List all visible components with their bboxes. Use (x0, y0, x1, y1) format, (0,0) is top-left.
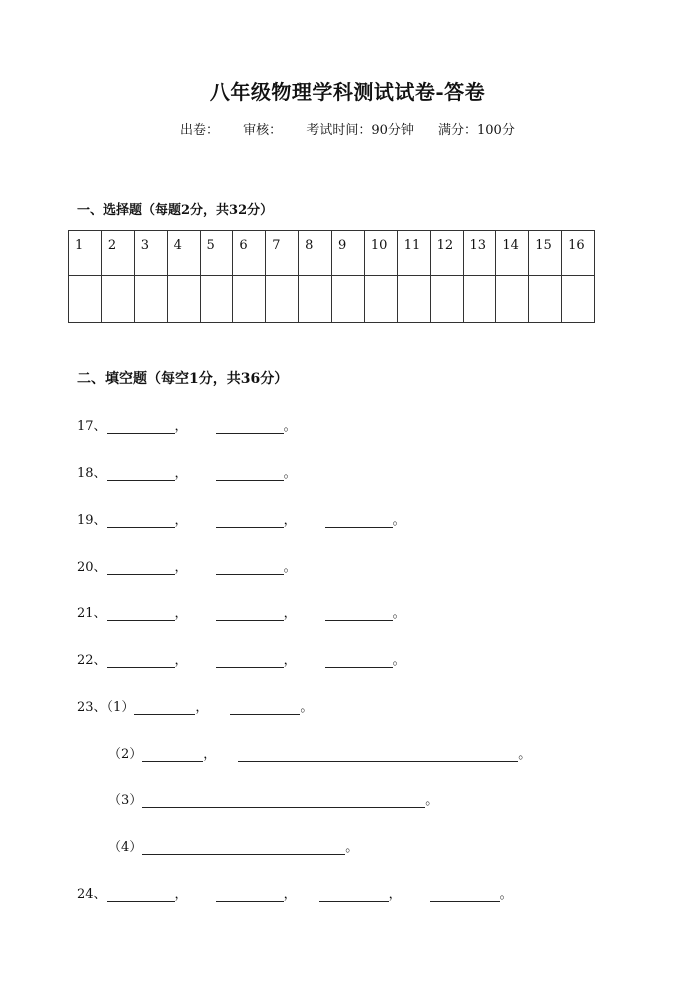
question-number: 18、 (77, 466, 107, 481)
blank-line[interactable] (142, 793, 425, 808)
comma: ， (203, 747, 217, 762)
answer-cell[interactable] (69, 276, 102, 323)
answer-cell[interactable] (233, 276, 266, 323)
question-number-cell (397, 231, 430, 276)
period: 。 (425, 793, 439, 808)
comma: ， (174, 560, 188, 575)
blank-line[interactable] (216, 419, 284, 434)
answer-cell[interactable] (496, 276, 529, 323)
question-number: 10 (370, 238, 388, 253)
question-number: 16 (568, 238, 585, 253)
question-24 (77, 883, 513, 902)
blank-line[interactable] (107, 560, 175, 575)
blank-line[interactable] (216, 466, 284, 481)
period: 。 (392, 606, 406, 621)
question-23-part-1 (77, 696, 313, 715)
question-number-cell (101, 231, 134, 276)
question-number-cell (430, 231, 463, 276)
reviewer-label: 审核： (243, 123, 283, 138)
question-number: 7 (272, 238, 281, 253)
question-number-cell (200, 231, 233, 276)
question-23-part-4 (108, 836, 358, 855)
period: 。 (392, 513, 406, 528)
question-number: 6 (239, 238, 248, 253)
question-number-cell (496, 231, 529, 276)
question-number: 20、 (77, 560, 107, 575)
answer-cell[interactable] (200, 276, 233, 323)
question-18 (77, 462, 297, 481)
period: 。 (283, 560, 297, 575)
answer-grid-answer-row (69, 276, 595, 323)
sub-question-label: （2） (108, 747, 143, 762)
period: 。 (499, 887, 513, 902)
period: 。 (392, 653, 406, 668)
question-number-cell (134, 231, 167, 276)
question-number: 21、 (77, 606, 107, 621)
blank-line[interactable] (107, 419, 175, 434)
exam-time: 考试时间：90分钟 (306, 123, 414, 138)
question-number: 17、 (77, 419, 107, 434)
blank-line[interactable] (216, 560, 284, 575)
section-heading-choice: 一、选择题（每题2分，共32分） (77, 203, 274, 218)
question-number-cell (529, 231, 562, 276)
question-number: 8 (305, 238, 314, 253)
blank-line[interactable] (325, 513, 393, 528)
question-number: 11 (403, 238, 421, 253)
answer-cell[interactable] (364, 276, 397, 323)
question-number-cell (463, 231, 496, 276)
blank-line[interactable] (216, 653, 284, 668)
question-20 (77, 556, 297, 575)
answer-cell[interactable] (299, 276, 332, 323)
comma: ， (283, 653, 297, 668)
page-title: 八年级物理学科测试试卷-答卷 (209, 80, 486, 104)
question-number: 3 (140, 238, 150, 253)
question-number-cell (266, 231, 299, 276)
question-number: 1 (75, 238, 84, 253)
blank-line[interactable] (238, 747, 518, 762)
question-22 (77, 649, 406, 668)
comma: ， (174, 887, 188, 902)
question-number: 19、 (77, 513, 107, 528)
period: 。 (283, 466, 297, 481)
answer-cell[interactable] (397, 276, 430, 323)
blank-line[interactable] (107, 513, 175, 528)
blank-line[interactable] (107, 887, 175, 902)
blank-line[interactable] (216, 513, 284, 528)
answer-cell[interactable] (562, 276, 595, 323)
blank-line[interactable] (430, 887, 500, 902)
question-number: 15 (535, 238, 552, 253)
question-number: 22、 (77, 653, 107, 668)
answer-grid (68, 230, 595, 323)
blank-line[interactable] (216, 887, 284, 902)
question-number: 12 (436, 238, 454, 253)
question-number: 23、 (77, 700, 107, 715)
answer-cell[interactable] (134, 276, 167, 323)
comma: ， (174, 466, 188, 481)
blank-line[interactable] (142, 840, 345, 855)
question-19 (77, 509, 406, 528)
comma: ， (283, 513, 297, 528)
question-number: 13 (469, 238, 487, 253)
question-17 (77, 415, 297, 434)
answer-cell[interactable] (167, 276, 200, 323)
question-number-cell (299, 231, 332, 276)
answer-cell[interactable] (101, 276, 134, 323)
blank-line[interactable] (107, 653, 175, 668)
blank-line[interactable] (325, 653, 393, 668)
question-number: 4 (173, 238, 182, 253)
question-number: 2 (107, 238, 117, 253)
blank-line[interactable] (107, 466, 175, 481)
answer-cell[interactable] (332, 276, 365, 323)
sub-question-label: （1） (106, 700, 135, 715)
question-number: 14 (502, 238, 519, 253)
blank-line[interactable] (230, 700, 300, 715)
blank-line[interactable] (134, 700, 195, 715)
question-number-cell (332, 231, 365, 276)
question-21 (77, 602, 406, 621)
question-number: 9 (338, 238, 347, 253)
comma: ， (388, 887, 402, 902)
sub-question-label: （3） (108, 793, 143, 808)
comma: ， (195, 700, 209, 715)
comma: ， (283, 606, 297, 621)
section-heading-fill-blank: 二、填空题（每空1分，共36分） (77, 371, 289, 387)
answer-cell[interactable] (529, 276, 562, 323)
period: 。 (518, 747, 532, 762)
comma: ， (174, 513, 188, 528)
blank-line[interactable] (216, 606, 284, 621)
comma: ， (174, 606, 188, 621)
full-marks: 满分：100分 (438, 123, 515, 138)
question-number-cell (364, 231, 397, 276)
answer-cell[interactable] (430, 276, 463, 323)
blank-line[interactable] (325, 606, 393, 621)
period: 。 (300, 700, 314, 715)
question-23-part-2 (108, 743, 531, 762)
answer-cell[interactable] (463, 276, 496, 323)
period: 。 (345, 840, 359, 855)
period: 。 (283, 419, 297, 434)
setter-label: 出卷： (180, 123, 220, 138)
sub-question-label: （4） (108, 840, 143, 855)
blank-line[interactable] (142, 747, 203, 762)
answer-cell[interactable] (266, 276, 299, 323)
question-number-cell (69, 231, 102, 276)
comma: ， (283, 887, 297, 902)
blank-line[interactable] (107, 606, 175, 621)
exam-meta (180, 119, 515, 138)
question-number-cell (233, 231, 266, 276)
blank-line[interactable] (319, 887, 389, 902)
question-number: 24、 (77, 887, 107, 902)
question-number-cell (167, 231, 200, 276)
question-23-part-3 (108, 789, 438, 808)
comma: ， (174, 419, 188, 434)
answer-grid-header-row (69, 231, 595, 276)
question-number: 5 (206, 238, 215, 253)
comma: ， (174, 653, 188, 668)
question-number-cell (562, 231, 595, 276)
